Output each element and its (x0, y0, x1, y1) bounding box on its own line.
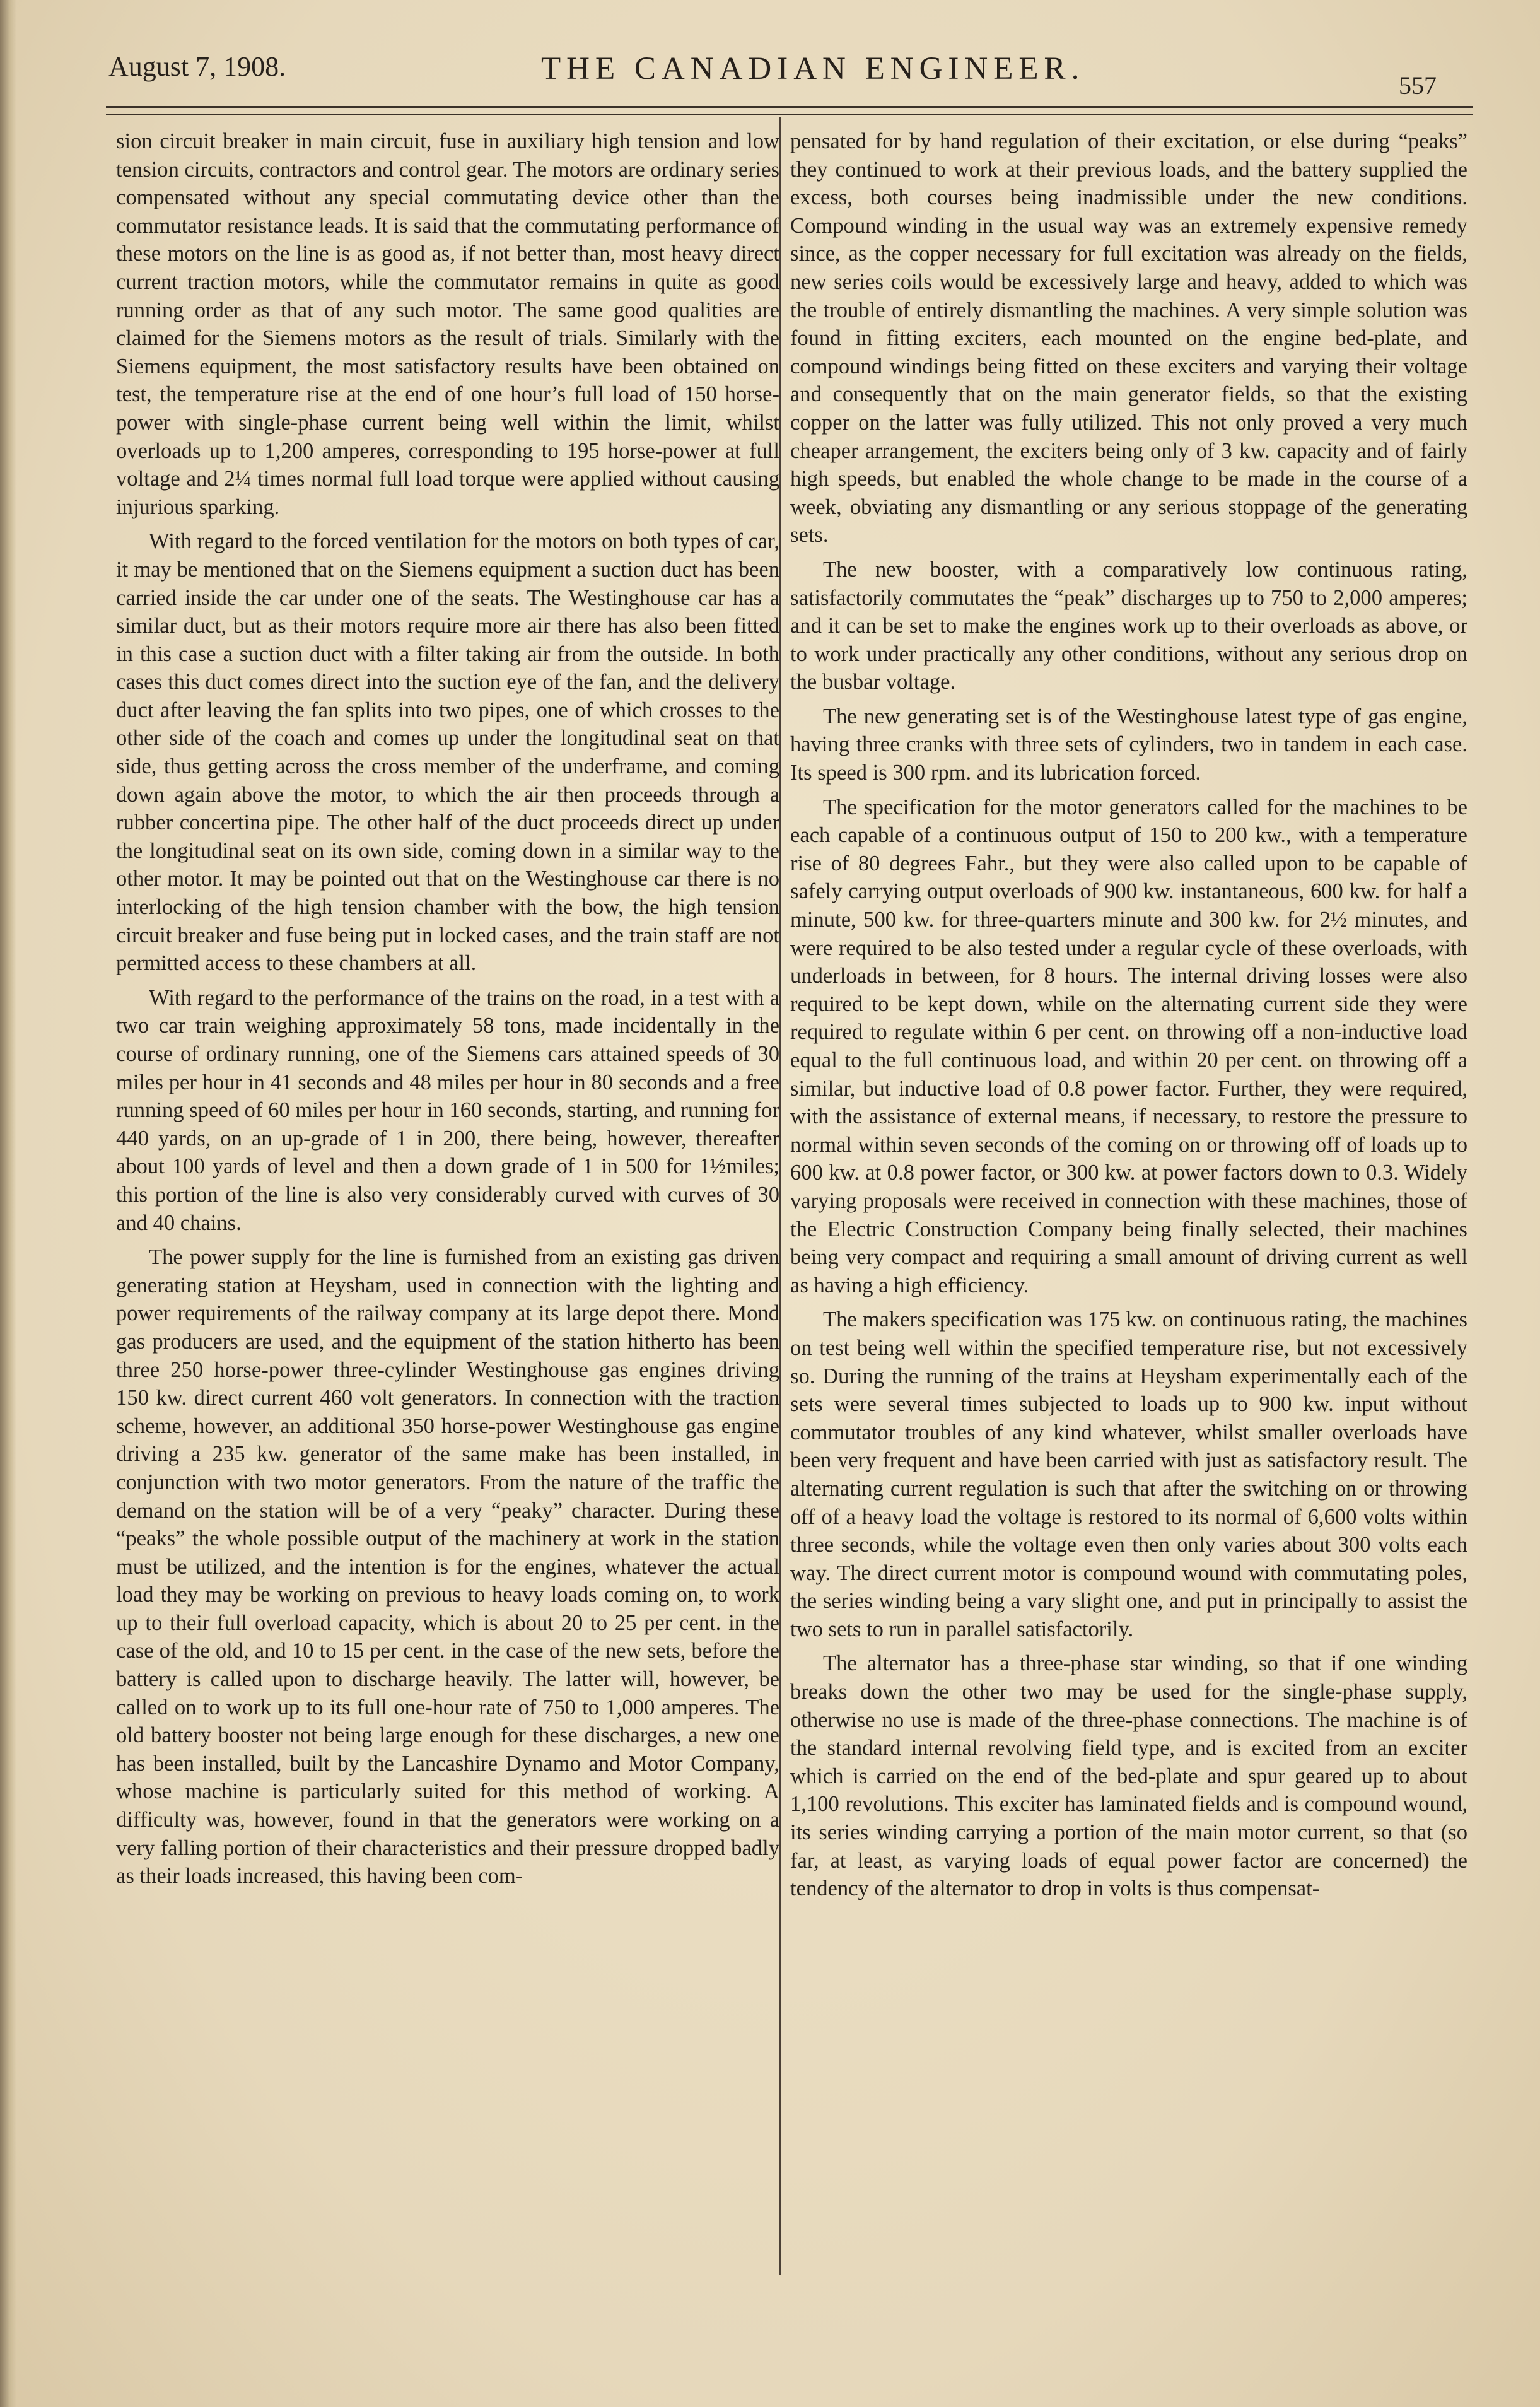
paragraph: The new generating set is of the Westinghouse latest type of gas engine, having three cranks with three sets of cylinders, two in tandem in each case. Its speed is 300 rpm. and its lubrication forced. (790, 704, 1467, 785)
left-column (116, 127, 779, 2272)
header-rule-bottom (106, 114, 1473, 115)
paragraph: The makers specification was 175 kw. on continuous rating, the machines on test being well within the specified temperature rise, but not excessively so. During the running of the trains at Heysham experimentally each of the sets were several times subjected to loads up to 900 kw. input without commutator troubles of any kind whatever, whilst smaller overloads have been very frequent and have been carried with just as satisfactory result. The alternating current regulation is such that after the switching on or throwing off of a heavy load the voltage is restored to its normal of 6,600 volts within three seconds, while the voltage even then only varies about 300 volts each way. The direct current motor is compound wound with commutating poles, the series winding being a vary slight one, and put in principally to assist the two sets to run in parallel satisfactorily. (790, 1308, 1467, 1641)
paragraph: With regard to the forced ventilation for the motors on both types of car, it may be mentioned that on the Siemens equipment a suction duct has been carried inside the car under one of the seats. The Westinghouse car has a similar duct, but as their motors require more air there has also been fitted in this case a suction duct with a filter taking air from the outside. In both cases this duct comes direct into the suction eye of the fan, and the delivery duct after leaving the fan splits into two pipes, one of which crosses to the other side of the coach and comes up under the longitudinal seat on that side, thus getting across the cross member of the underframe, and coming down again above the motor, to which the air then proceeds through a rubber concertina pipe. The other half of the duct proceeds direct up under the longitudinal seat on its own side, coming down in a similar way to the other motor. It may be pointed out that on the Westinghouse car there is no interlocking of the high tension chamber with the bow, the high tension circuit breaker and fuse being put in locked cases, and the train staff are not permitted access to these chambers at all. (116, 529, 779, 976)
journal-title: THE CANADIAN ENGINEER. (541, 51, 1085, 86)
paragraph: sion circuit breaker in main circuit, fuse in auxiliary high tension and low tension circuits, contractors and control gear. The motors are ordinary series compensated without any special commutating device other than the commutator resistance leads. It is said that the commutating performance of these motors on the line is as good as, if not better than, most heavy direct current traction motors, while the commutator remains in quite as good running order as that of any such motor. The same good qualities are claimed for the Siemens motors as the result of trials. Similarly with the Siemens equipment, the most satisfactory results have been obtained on test, the temperature rise at the end of one hour’s full load of 150 horse-power with single-phase current being well within the limit, whilst overloads up to 1,200 amperes, corresponding to 195 horse-power at full voltage and 2¼ times normal full load torque were applied without causing injurious sparking. (116, 129, 779, 519)
paragraph: The specification for the motor generators called for the machines to be each capable of a continuous output of 150 to 200 kw., with a temperature rise of 80 degrees Fahr., but they were also called upon to be capable of safely carrying output overloads of 900 kw. instantaneous, 600 kw. for half a minute, 500 kw. for three-quarters minute and 300 kw. for 2½ minutes, and were required to be also tested under a regular cycle of these overloads, with underloads in between, for 8 hours. The internal driving losses were also required to be kept down, while on the alternating current side they were required to regulate within 6 per cent. on throwing off a non-inductive load equal to the full continuous load, and within 20 per cent. on throwing off a similar, but inductive load of 0.8 power factor. Further, they were required, with the assistance of external means, if necessary, to restore the pressure to normal within seven seconds of the coming on or throwing off of loads up to 600 kw. at 0.8 power factor, or 300 kw. at power factors down to 0.3. Widely varying proposals were received in connection with these machines, those of the Electric Construction Company being finally selected, their machines being very compact and requiring a small amount of driving current as well as having a high efficiency. (790, 795, 1467, 1297)
page-binding-edge (0, 0, 16, 2407)
paragraph: The power supply for the line is furnished from an existing gas driven generating station at Heysham, used in connection with the lighting and power requirements of the railway company at its large depot there. Mond gas producers are used, and the equipment of the station hitherto has been three 250 horse-power three-cylinder Westinghouse gas engines driving 150 kw. direct current 460 volt generators. In connection with the traction scheme, however, an additional 350 horse-power Westinghouse gas engine driving a 235 kw. generator of the same make has been installed, in conjunction with two motor generators. From the nature of the traffic the demand on the station will be of a very “peaky” character. During these “peaks” the whole possible output of the machinery at work in the station must be utilized, and the intention is for the engines, whatever the actual load they may be working on previous to heavy loads coming on, to work up to their full overload capacity, which is about 20 to 25 per cent. in the case of the old, and 10 to 15 per cent. in the case of the new sets, before the battery is called upon to discharge heavily. The latter will, however, be called on to work up to its full one-hour rate of 750 to 1,000 amperes. The old battery booster not being large enough for these discharges, a new one has been installed, built by the Lancashire Dynamo and Motor Company, whose machine is particularly suited for this method of working. A difficulty was, however, found in that the generators were working on a very falling portion of their characteristics and their pressure dropped badly as their loads increased, this having been com- (116, 1245, 779, 1889)
issue-date: August 7, 1908. (108, 51, 286, 82)
paragraph: pensated for by hand regulation of their excitation, or else during “peaks” they continued to work at their previous loads, and the battery supplied the excess, both courses being inadmissible under the new conditions. Compound winding in the usual way was an extremely expensive remedy since, as the copper necessary for full excitation was already on the fields, new series coils would be excessively large and heavy, added to which was the trouble of entirely dismantling the machines. A very simple solution was found in fitting exciters, each mounted on the engine bed-plate, and compound windings being fitted on these exciters and varying their voltage and consequently that on the main generator fields, so that the existing copper on the latter was fully utilized. This not only proved a very much cheaper arrangement, the exciters being only of 3 kw. capacity and of fairly high speeds, but enabled the whole change to be made in the course of a week, obviating any dismantling or any serious stoppage of the generating sets. (790, 129, 1467, 548)
page-header (0, 0, 1540, 120)
paragraph: The new booster, with a comparatively low continuous rating, satisfactorily commutates the “peak” discharges up to 750 to 2,000 amperes; and it can be set to make the engines work up to their overloads as above, or to work under practically any other conditions, without any serious drop on the busbar voltage. (790, 557, 1467, 694)
column-divider (779, 117, 781, 2275)
page-number: 557 (1399, 71, 1437, 100)
right-column (790, 127, 1467, 2272)
paragraph: With regard to the performance of the trains on the road, in a test with a two car train weighing approximately 58 tons, made incidentally in the course of ordinary running, one of the Siemens cars attained speeds of 30 miles per hour in 41 seconds and 48 miles per hour in 80 seconds and a free running speed of 60 miles per hour in 160 seconds, starting, and running for 440 yards, on an up-grade of 1 in 200, there being, however, thereafter about 100 yards of level and then a down grade of 1 in 500 for 1½miles; this portion of the line is also very considerably curved with curves of 30 and 40 chains. (116, 985, 779, 1235)
paragraph: The alternator has a three-phase star winding, so that if one winding breaks down the other two may be used for the single-phase supply, otherwise no use is made of the three-phase connections. The machine is of the standard internal revolving field type, and is excited from an exciter which is carried on the end of the bed-plate and spur geared up to about 1,100 revolutions. This exciter has laminated fields and is compound wound, its series winding carrying a portion of the main motor current, so that (so far, at least, as varying loads of equal power factor are concerned) the tendency of the alternator to drop in volts is thus compensat- (790, 1651, 1467, 1901)
header-rule-top (106, 106, 1473, 108)
